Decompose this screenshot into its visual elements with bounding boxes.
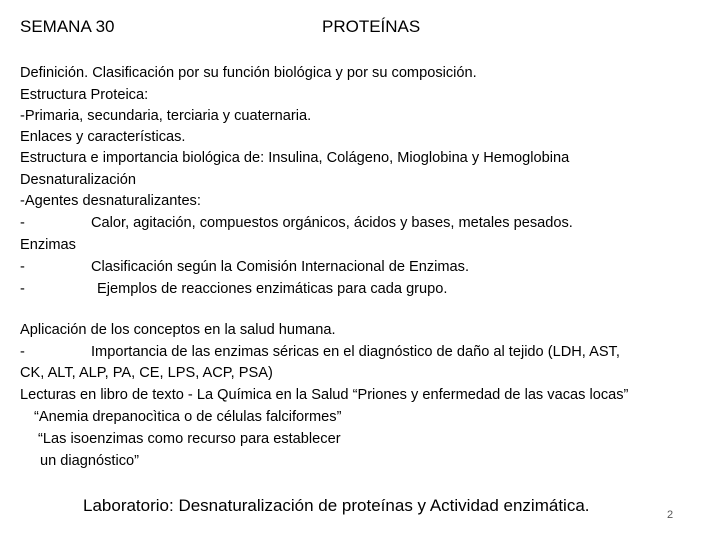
lab-title: Laboratorio: Desnaturalización de proteínas y Actividad enzimática.: [83, 496, 590, 515]
text-line-enzyme-classification: Clasificación según la Comisión Internacional de Enzimas.: [91, 259, 470, 275]
text-line-enzyme-list: CK, ALT, ALP, PA, CE, LPS, ACP, PSA): [20, 365, 273, 381]
week-label: SEMANA 30: [20, 17, 115, 36]
bullet-dash: -: [20, 215, 25, 231]
text-line-enzyme-examples: Ejemplos de reacciones enzimáticas para cada grupo.: [97, 281, 448, 297]
text-line-structure-levels: -Primaria, secundaria, terciaria y cuaternaria.: [20, 108, 312, 124]
text-line-readings: Lecturas en libro de texto - La Química en la Salud “Priones y enfermedad de las vacas locas”: [20, 387, 629, 403]
bullet-dash: -: [20, 259, 25, 275]
bullet-dash: -: [20, 281, 25, 297]
text-line-enzymes: Enzimas: [20, 237, 76, 253]
text-line-denaturation: Desnaturalización: [20, 172, 137, 188]
text-line-application: Aplicación de los conceptos en la salud humana.: [20, 322, 336, 338]
page-title: PROTEÍNAS: [322, 17, 421, 36]
text-line-agents-list: Calor, agitación, compuestos orgánicos, ácidos y bases, metales pesados.: [91, 215, 573, 231]
text-line-bonds: Enlaces y características.: [20, 129, 186, 145]
text-line-denaturing-agents: -Agentes desnaturalizantes:: [20, 193, 201, 209]
bullet-dash: -: [20, 344, 25, 360]
text-line-serum-enzymes: Importancia de las enzimas séricas en el diagnóstico de daño al tejido (LDH, AST,: [91, 344, 620, 360]
text-line-structure: Estructura Proteica:: [20, 87, 149, 103]
text-line-reading-diagnosis: un diagnóstico”: [40, 453, 139, 469]
text-line-reading-isoenzymes: “Las isoenzimas como recurso para establecer: [38, 431, 341, 447]
page-number: 2: [667, 509, 674, 521]
text-line-reading-anemia: “Anemia drepanocìtica o de células falciformes”: [34, 409, 342, 425]
text-line-definition: Definición. Clasificación por su función biológica y por su composición.: [20, 65, 477, 81]
text-line-biological-importance: Estructura e importancia biológica de: Insulina, Colágeno, Mioglobina y Hemoglobina: [20, 150, 570, 166]
